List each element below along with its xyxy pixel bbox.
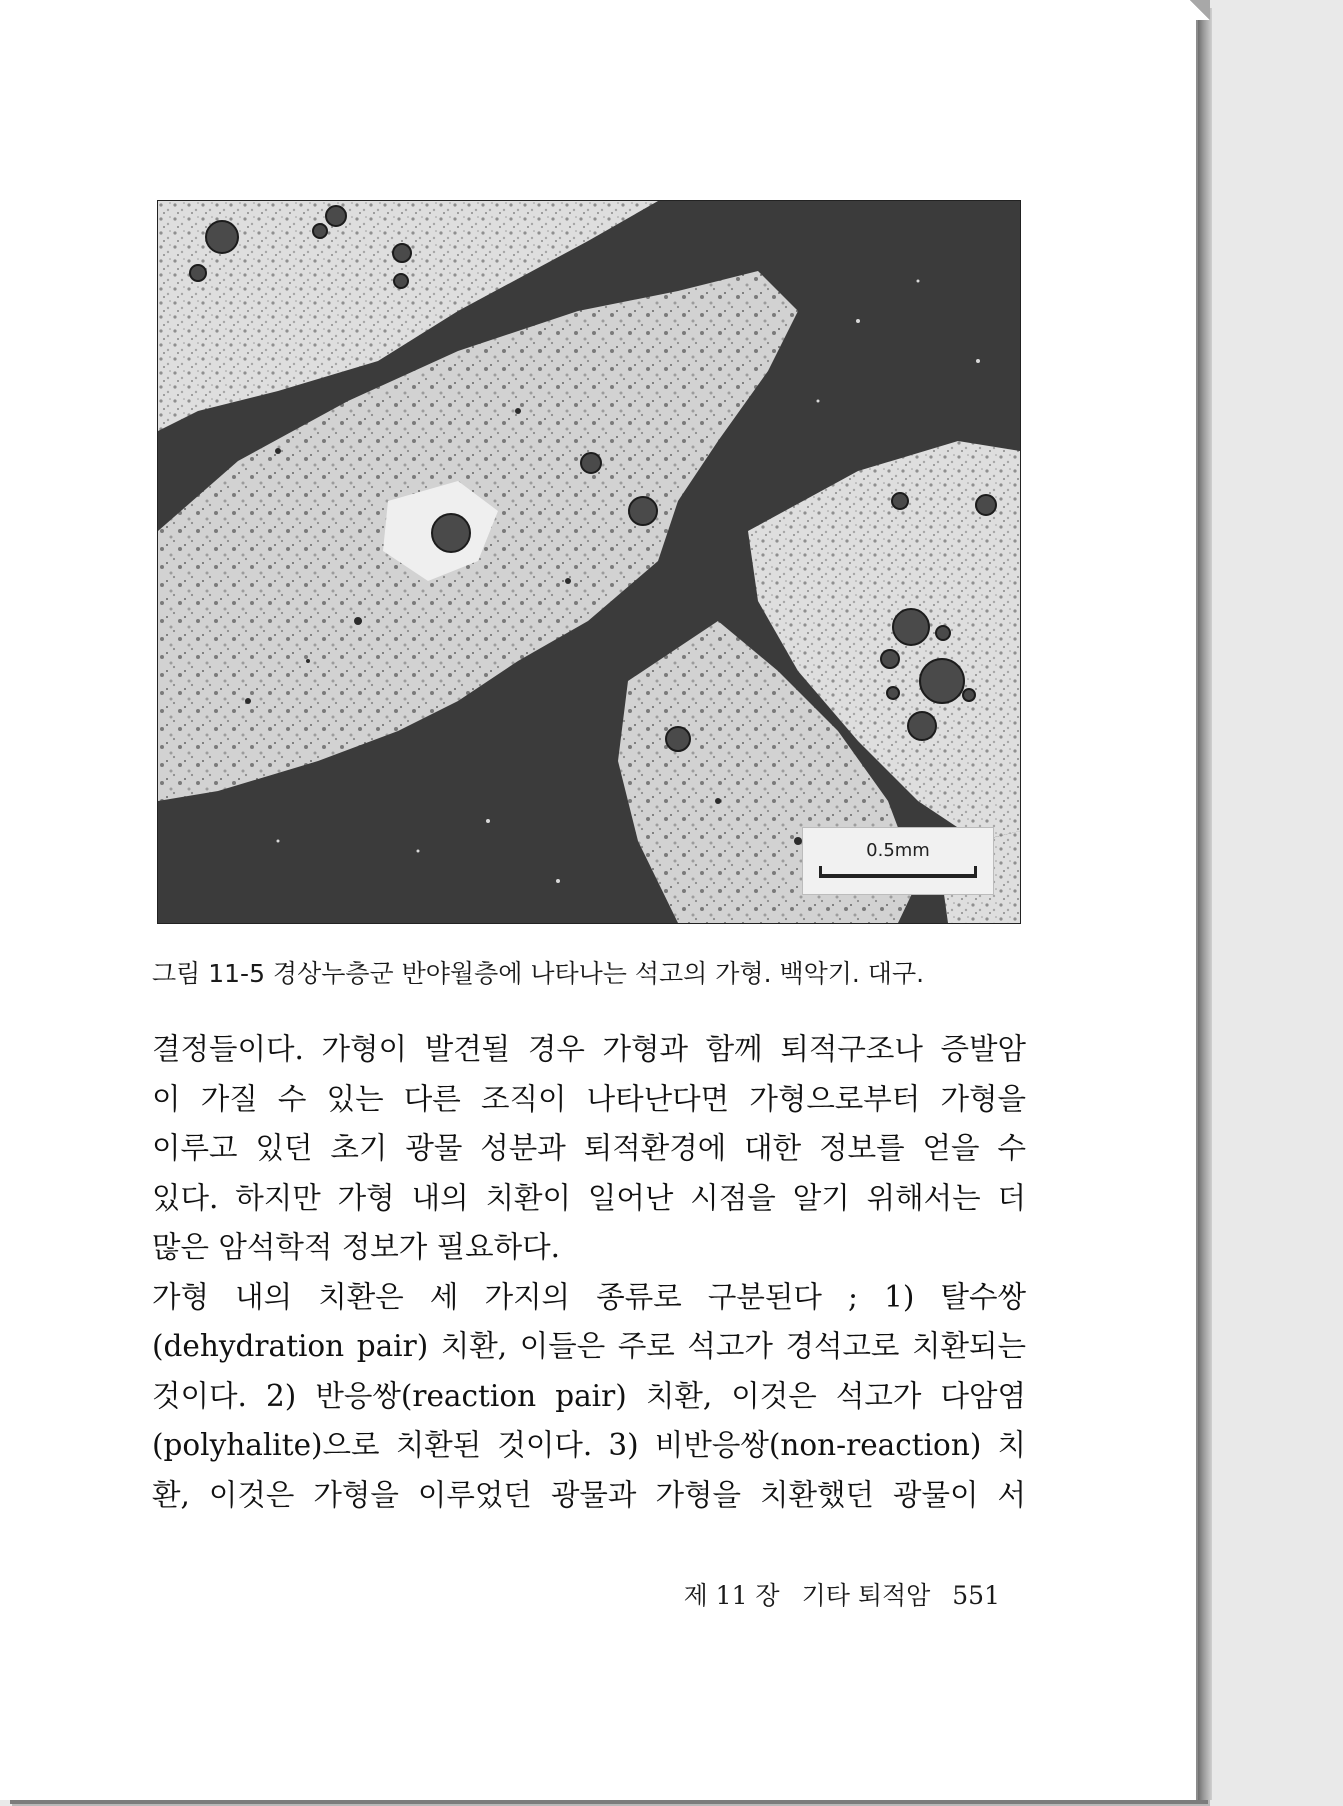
running-footer xyxy=(680,1576,1000,1612)
page-edge-shadow xyxy=(1198,8,1212,1800)
page-number: 551 xyxy=(952,1581,1000,1610)
pore xyxy=(206,221,238,253)
paragraph-line: (polyhalite)으로 치환된 것이다. 3) 비반응쌍(non-reaction) 치 xyxy=(152,1428,1026,1462)
paragraph-line: 결정들이다. 가형이 발견될 경우 가형과 함께 퇴적구조나 증발암 xyxy=(152,1032,1026,1066)
pore xyxy=(666,727,690,751)
scale-bar xyxy=(802,827,994,895)
figure-caption: 그림 11-5 경상누층군 반야월층에 나타나는 석고의 가형. 백악기. 대구. xyxy=(152,959,925,988)
paragraph-line: 이 가질 수 있는 다른 조직이 나타난다면 가형으로부터 가형을 xyxy=(152,1081,1026,1116)
pore xyxy=(920,659,964,703)
pore xyxy=(629,497,657,525)
pore xyxy=(936,626,950,640)
page-corner-fold xyxy=(1190,0,1210,20)
pore xyxy=(893,609,929,645)
scale-bar-label: 0.5mm xyxy=(866,840,930,861)
pore xyxy=(908,712,936,740)
paragraph-line: 많은 암석학적 정보가 필요하다. xyxy=(152,1230,560,1264)
pore xyxy=(892,493,908,509)
scale-bar-line xyxy=(819,874,977,878)
micrograph-figure xyxy=(157,200,1021,924)
pore xyxy=(881,650,899,668)
paragraph-line: 있다. 하지만 가형 내의 치환이 일어난 시점을 알기 위해서는 더 xyxy=(152,1180,1026,1215)
pore xyxy=(963,689,975,701)
pore xyxy=(393,244,411,262)
pore xyxy=(976,495,996,515)
pore xyxy=(432,514,470,552)
body-text xyxy=(152,1025,1026,1520)
footer-chapter: 제 11 장 xyxy=(683,1581,780,1610)
footer-title: 기타 퇴적암 xyxy=(801,1581,931,1610)
paragraph-line: 환, 이것은 가형을 이루었던 광물과 가형을 치환했던 광물이 서 xyxy=(152,1477,1026,1512)
paragraph-line: (dehydration pair) 치환, 이들은 주로 석고가 경석고로 치환되는 xyxy=(152,1329,1026,1363)
pore xyxy=(581,453,601,473)
paragraph-line: 가형 내의 치환은 세 가지의 종류로 구분된다 ; 1) 탈수쌍 xyxy=(152,1279,1026,1314)
paragraph-line: 것이다. 2) 반응쌍(reaction pair) 치환, 이것은 석고가 다암염 xyxy=(152,1378,1026,1413)
paragraph-line: 이루고 있던 초기 광물 성분과 퇴적환경에 대한 정보를 얻을 수 xyxy=(152,1131,1026,1165)
pore xyxy=(326,206,346,226)
pore xyxy=(394,274,408,288)
micrograph-image xyxy=(158,201,1020,923)
pore xyxy=(887,687,899,699)
pore xyxy=(313,224,327,238)
pore xyxy=(190,265,206,281)
